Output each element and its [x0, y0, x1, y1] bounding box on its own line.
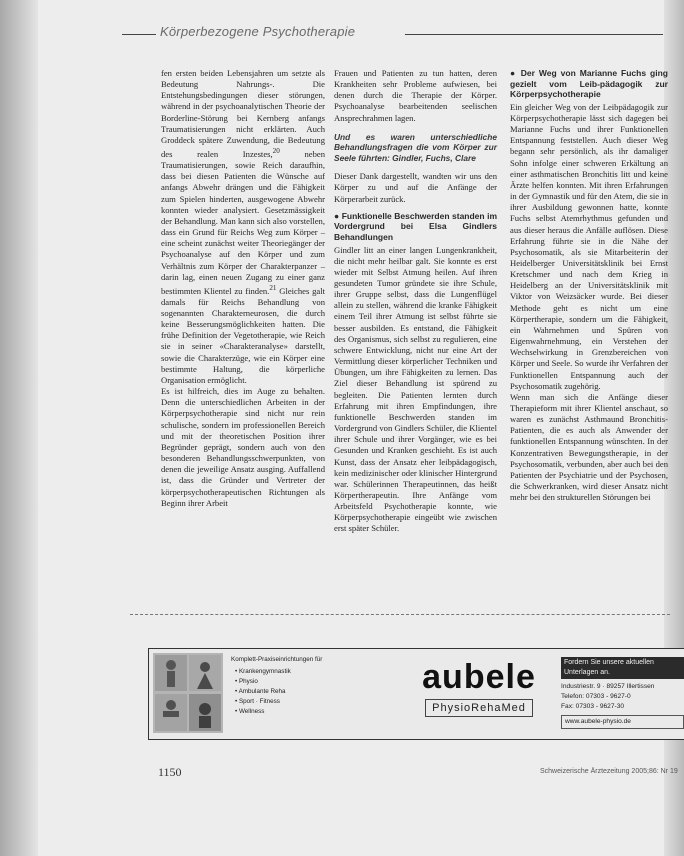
paragraph: Frauen und Patienten zu tun hatten, deren Krankheiten sehr Probleme aufwiesen, bei denen durch die Therapie der Körper. Psychoanalyse bearbeitenden seelischen Ansprechrahmen lagen.	[334, 68, 497, 123]
ad-photo-collage	[153, 653, 223, 733]
header-rule-right	[405, 34, 663, 35]
ad-list-item: • Ambulante Reha	[235, 688, 286, 695]
text-column-1	[161, 68, 325, 509]
paragraph: Dieser Dank dargestellt, wandten wir uns den Körper zu und auf die Anfänge der Körperarbeit zurück.	[334, 171, 497, 204]
ad-contact-block	[561, 655, 684, 729]
paragraph: Wenn man sich die Anfänge dieser Therapieform mit ihrer Klientel anschaut, so waren es zunächst Asthmaund Bronchitis-Patienten, die es auch als Anwender der funktionellen Entspannung wünschten. In der Konzentrativen Bewegungstherapie, in der Psychosomatik, verbunden, aber auch bei den Patienten der Psychiatrie und der Psychosen, die Schwerkranken, wird dieser Ansatz nicht mehr bei den strukturellen Störungen bei	[510, 391, 668, 503]
bullet-heading: ● Der Weg von Marianne Fuchs ging gezielt vom Leib-pädagogik zur Körperpsychotherapie	[510, 68, 668, 100]
ad-list-item: • Krankengymnastik	[235, 668, 291, 675]
bullet-heading: ● Funktionelle Beschwerden standen im Vordergrund bei Elsa Gindlers Behandlungen	[334, 210, 497, 242]
text-column-2	[334, 68, 497, 535]
publication-footer: Schweizerische Ärztezeitung 2005;86: Nr 19	[540, 768, 678, 775]
ad-phone: Telefon: 07303 - 9627-0	[561, 693, 631, 700]
running-header: Körperbezogene Psychotherapie	[160, 24, 356, 39]
ad-separator-rule	[130, 614, 670, 615]
header-rule-left	[122, 34, 156, 35]
paragraph: Es ist hilfreich, dies im Auge zu behalten. Denn die unterschiedlichen Arbeiten in der Körperpsychotherapie sind nicht nur rein schulische, sondern im professionellen Bereich und mit der theoretischen Position ihrer Begründer geprägt, sondern auch von den besonderen Behandlungsschwerpunkten, von denen die jeweilige Ansatz ausging. Auffallend ist, dass die Gründer und Vertreter der körperpsychotherapeutischen Richtungen als Beginn ihrer Arbeit	[161, 386, 325, 508]
ad-address: Industriestr. 9 · 89257 Illertissen	[561, 683, 655, 690]
paragraph: fen ersten beiden Lebensjahren um setzte als Bedeutung Nahrungs-. Die Entstehungsbedingungen dieser störungen, während in der psychoanalytischen Theorie der Borderline-Störung bei Kernberg anfangs Traumatisierungen nicht erklärten. Auch Groddeck spätere Zuwendung, die Bedeutung des realen Inzestes,$^{20}$ neben Traumatisierungen, sowie Reich daraufhin, dass bei diesen Patienten die Wünsche auf anfangs Abwehr drängen und die Fähigkeit zum Spielen hinderten, ausgewogene Abwehr konnten wieder analysiert. Gesetzmässigkeit der Behandlung. Man kann sich also vorstellen, dass ein Grund für Reichs Weg zum Körper – eine scheint zunächst weiter Theoriegänger der Psychoanalyse auf den Körper und zum Verhältnis zum Körper der Charakterpanzer – darin lag, einen neuen Zugang zu einer ganz bestimmten Klientel zu finden.$^{21}$ Gleiches galt damals für Reichs Behandlung von sogenannten Charakterneurosen, die durch keine Besserungsmöglichkeiten hatten. Die frühe Definition der Vegetotherapie, wie Reich sie in seiner «Charakteranalyse» darstellt, sowie die Charakterzüge, wie ein Körper eine bestimmte Haltung, die körperliche Organisation ermöglicht.	[161, 68, 325, 385]
ad-offer-list	[231, 655, 341, 717]
paragraph: Gindler litt an einer langen Lungenkrankheit, die nicht mehr heilbar galt. Sie konnte es erst wieder mit Selbst Atmung heilen. Auf ihren gesundeten Tumor gründete sie ihre Schule, ihrer Gruppe selbst, dass die Lungenflügel allein zu stellen, während die kranke Fähigkeit einem Teil ihrer Atmung ist selbst führte sie besser ausbilden. Es entstand, die Fähigkeit des Organismus, sich selbst zu regulieren, eine schwere Entwicklung, nicht nur eine Art der Vermittlung dieser körperlicher Techniken und Übungen, um ihre Fähigkeiten zu lernen. Das Ziel dieser Behandlung ist spürend zu begleiten. Die Patienten lernten durch Erfahrung mit ihren Empfindungen, ihre funktionelle Beschwerden standen im Vordergrund von Gindlers Schüler, die Klientel ihrer Schule und ihrer Vorgänger, wie es bei Gesunden und Kranken geschieht. Es ist auch Kunst, dass der Ansatz eher leibpädagogisch, kein medizinischer oder klinischer Hintergrund war. Schülerinnen Therapeutinnen, das heißt Körpertherapeutin. Ihre Anfänge vom Arbeitsfeld Psychotherapie konnte, wie Körperpsychotherapie eingeübt wie zwischen erst später Schüler.	[334, 244, 497, 534]
brand-wordmark: aubele	[422, 658, 536, 696]
ad-list-item: • Physio	[235, 678, 258, 685]
ad-intro: Komplett-Praxiseinrichtungen für	[231, 656, 323, 663]
paragraph: Ein gleicher Weg von der Leibpädagogik zur Körperpsychotherapie lässt sich dagegen bei Marianne Fuchs und ihrer Funktionellen Entspannung feststellen. Auch dieser Weg begann sehr persönlich, als ihr damaliger Sohn infolge einer schweren Erkältung an einer asthmatischen Bronchitis litt und keine Ärzte helfen konnten. Mit ihren Erfahrungen in der Gymnastik und für den Atem, die sie in ihrer Ausbildung gewonnen hatte, konnte Fuchs selbst Atemrhythmus gefunden und aus dieser heraus die Anfälle auflösen. Diese Erfahrung führte sie in die Nähe der Psychosomatik, als sie Mitarbeiterin der Heidelberger Universitätsklinik bei Ernst Kretschmer und nach dem Krieg in Heidelberg an der Universitätsklinik mit Viktor von Weizsäcker wurde. Bei dieser Methode geht es nicht um eine Körpertherapie, sondern um die Fähigkeit, ein Wahrnehmen und Spüren von Eigenwahrnehmung, ein Verstehen der Wechselwirkung in Grenzbereichen von Körper und Seele. So wurde ihr Verfahren der Funktionellen Entspannung auch der Psychosomatik zugehörig.	[510, 101, 668, 391]
page-number: 1150	[158, 765, 182, 779]
page-gutter-shadow	[0, 0, 38, 856]
ad-list-item: • Sport · Fitness	[235, 698, 280, 705]
ad-fax: Fax: 07303 - 9627-30	[561, 703, 625, 710]
brand-logo	[399, 659, 559, 717]
section-subheading: Und es waren unterschiedliche Behandlungsfragen die vom Körper zur Seele führten: Gindler, Fuchs, Clare	[334, 131, 497, 163]
brand-subline: PhysioRehaMed	[425, 699, 533, 717]
text-column-3	[510, 68, 668, 503]
advertisement	[148, 648, 684, 740]
ad-list-item: • Wellness	[235, 708, 265, 715]
ad-call-to-action: Fordern Sie unsere aktuellen Unterlagen an.	[561, 657, 684, 679]
ad-website: www.aubele-physio.de	[561, 715, 684, 729]
